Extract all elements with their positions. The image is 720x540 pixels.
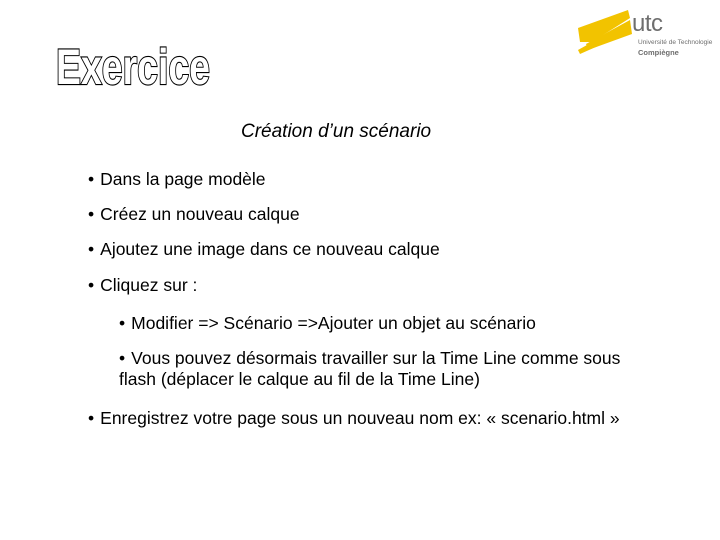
- bullet-icon: •: [88, 408, 95, 428]
- sub-list-item: [119, 348, 620, 390]
- list-item: [88, 239, 440, 260]
- bullet-icon: •: [88, 275, 95, 295]
- list-item-text: Ajoutez une image dans ce nouveau calque: [100, 239, 440, 259]
- bullet-icon: •: [88, 239, 95, 259]
- bullet-icon: •: [88, 204, 95, 224]
- list-item: [88, 408, 620, 429]
- list-item-text: Vous pouvez désormais travailler sur la Time Line comme sous: [131, 348, 621, 368]
- slide-heading: [52, 36, 222, 96]
- bullet-icon: •: [119, 348, 126, 368]
- list-item-text: Créez un nouveau calque: [100, 204, 300, 224]
- logo-name: utc: [632, 10, 663, 37]
- list-item-text: Modifier => Scénario =>Ajouter un objet au scénario: [131, 313, 536, 333]
- list-item: [88, 204, 300, 225]
- utc-logo: [576, 6, 713, 58]
- list-item-text: Dans la page modèle: [100, 169, 266, 189]
- bullet-icon: •: [88, 169, 95, 189]
- list-item-text: Cliquez sur :: [100, 275, 198, 295]
- list-item-text: Enregistrez votre page sous un nouveau nom ex: « scenario.html »: [100, 408, 620, 428]
- list-item: [88, 169, 266, 190]
- logo-subtitle-line1: Université de Technologie: [638, 39, 713, 46]
- utc-logo-mark-icon: [576, 6, 638, 58]
- list-item: [88, 275, 197, 296]
- heading-text: Exercice: [56, 39, 210, 95]
- logo-subtitle-line2: Compiègne: [638, 48, 679, 57]
- sub-list-item: [119, 313, 536, 334]
- slide-subtitle: Création d’un scénario: [241, 121, 432, 142]
- list-item-text-continuation: flash (déplacer le calque au fil de la Time Line): [119, 369, 480, 389]
- bullet-icon: •: [119, 313, 126, 333]
